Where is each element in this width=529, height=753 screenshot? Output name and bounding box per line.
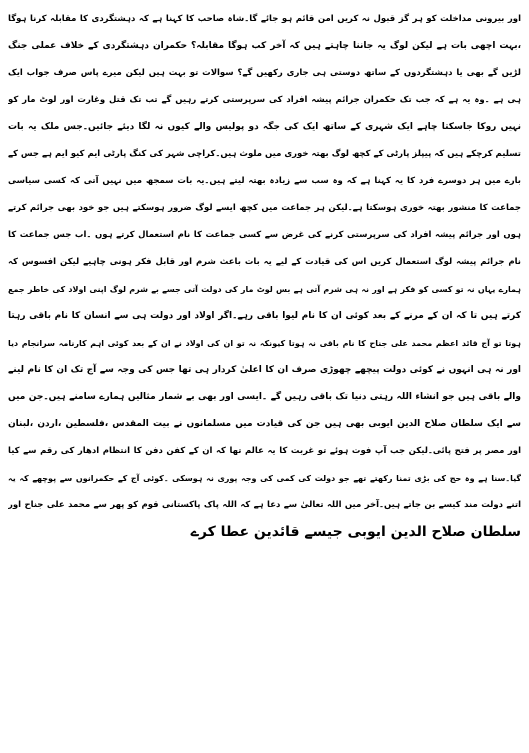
text-line-7: بارے میں ہر دوسرے فرد کا یہ کہنا ہے کہ وہ سب سے زیادہ بھتہ لیتے ہیں۔یہ بات سمجھ میں نہیں آتی کہ کسی سیاسی xyxy=(8,176,521,186)
text-line-20: سلطان صلاح الدین ایوبی جیسے قائدین عطا کرے xyxy=(190,524,521,540)
text-line-8: جماعت کا منشور بھتہ خوری ہوسکتا ہے۔لیکن ہر جماعت میں کچھ ایسے لوگ ضرور ہوسکتے ہیں جو خود بھی جرائم کرتے xyxy=(8,203,521,213)
text-line-16: سے ایک سلطان صلاح الدین ایوبی بھی ہیں جن کی قیادت میں مسلمانوں نے بیت المقدس ،فلسطین ،اردن ،لبنان xyxy=(8,419,521,429)
text-line-6: تسلیم کرچکے ہیں کہ پیپلز پارٹی کے کچھ لوگ بھتہ خوری میں ملوث ہیں۔کراچی شہر کی کنگ پارٹی ایم کیو ایم ہے جس کے xyxy=(8,149,521,159)
text-line-19: اتنے دولت مند کیسے بن جاتے ہیں۔آخر میں اللہ تعالیٰ سے دعا ہے کہ اللہ پاک پاکستانی قوم کو پھر سے محمد علی جناح اور xyxy=(8,500,521,510)
text-line-18: گیا۔سنا ہے وہ حج کی بڑی تمنا رکھتے تھے جو دولت کی کمی کی وجہ پوری نہ ہوسکی ۔کوئی آج کے حکمرانوں سے پوچھے کہ یہ xyxy=(8,474,521,483)
text-line-12: کرتے ہیں تا کہ ان کے مرنے کے بعد کوئی ان کا نام لیوا باقی رہے۔اگر اولاد اور دولت ہی سے انسان کا نام باقی رہتا xyxy=(8,311,521,321)
text-line-11: ہمارے یہاں نہ تو کسی کو فکر ہے اور نہ ہی شرم آتی ہے بس لوٹ مار کی دولت آتی جسے بے شرم لوگ اپنی اولاد کی خاطر جمع xyxy=(8,285,521,294)
text-line-2: ،بہت اچھی بات ہے لیکن لوگ یہ جاننا چاہتے ہیں کہ آخر کب ہوگا مقابلہ؟ حکمران دہشتگردی کے خلاف عملی جنگ xyxy=(8,41,521,51)
text-line-1: اور بیرونی مداخلت کو ہر گز قبول نہ کریں امن قائم ہو جائے گا۔شاہ صاحب کا کہنا ہے کہ دہشتگردی کا مقابلہ کرنا ہوگا xyxy=(8,14,521,24)
text-line-3: لڑیں گے بھی یا دہشتگردوں کے ساتھ دوستی ہی جاری رکھیں گے؟ سوالات تو بہت ہیں لیکن میرے پاس صرف جواب ایک xyxy=(8,68,521,78)
text-line-4: ہی ہے ۔وہ یہ ہے کہ جب تک حکمران جرائم پیشہ افراد کی سرپرستی کرتے رہیں گے تب تک قتل وغارت اور لوٹ مار کو xyxy=(8,95,521,105)
text-line-17: اور مصر پر فتح پائی۔لیکن جب آپ فوت ہوئے تو غربت کا یہ عالم تھا کہ ان کے کفن دفن کا انتظام ادھار کی رقم سے کیا xyxy=(8,446,521,456)
text-line-5: نہیں روکا جاسکتا چاہے ایک شہری کے ساتھ ایک کی جگہ دو پولیس والے کیوں نہ لگا دیئے جائیں۔جس ملک یہ بات xyxy=(8,122,521,132)
text-line-15: والے باقی ہیں جو انشاء اللہ رہتی دنیا تک باقی رہیں گے ۔ایسی اور بھی بے شمار مثالیں ہمارے سامنے ہیں۔جن میں xyxy=(8,392,521,402)
text-line-9: ہوں اور جرائم پیشہ افراد کی سرپرستی کرنے کی غرض سے کسی جماعت کا نام استعمال کرتے ہوں ۔اب جس جماعت کا xyxy=(8,230,521,240)
text-line-14: اور نہ ہی انہوں نے کوئی دولت پیچھے چھوڑی صرف ان کا اعلیٰ کردار ہی تھا جس کی وجہ سے آج تک ان کا نام لینے xyxy=(8,365,521,375)
article-body xyxy=(8,6,521,546)
text-line-13: ہوتا تو آج قائد اعظم محمد علی جناح کا نام باقی نہ ہوتا کیونکہ نہ تو ان کی اولاد نے ان کے بعد کوئی اہم کارنامہ سرانجام دیا xyxy=(8,339,521,348)
text-line-10: نام جرائم پیشہ لوگ استعمال کریں اس کی قیادت کے لیے یہ بات باعث شرم اور قابل فکر ہونی چاہیے لیکن افسوس کہ xyxy=(8,257,521,267)
